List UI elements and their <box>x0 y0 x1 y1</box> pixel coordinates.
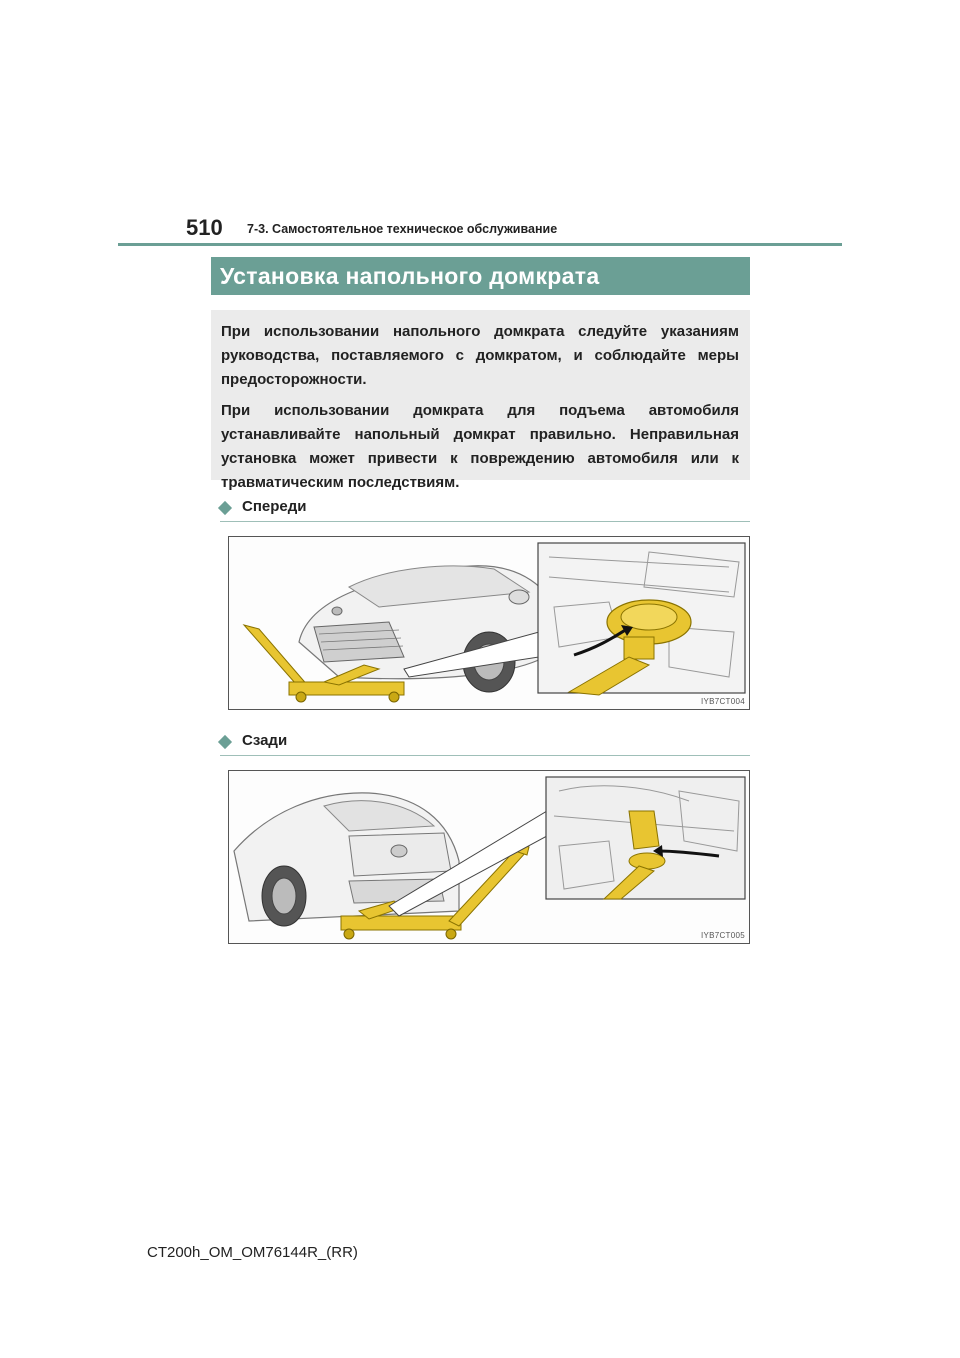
note-paragraph: При использовании домкрата для подъема автомобиля устанавливайте напольный домкрат правильно. Неправильная установка может привести к повреждению автомобиля или к травматическим последствиям. <box>221 402 739 491</box>
note-paragraph: При использовании напольного домкрата следуйте указаниям руководства, поставляемого с домкратом, и соблюдайте меры предосторожности. <box>221 323 739 388</box>
figure-code: IYB7CT004 <box>700 697 745 706</box>
section-title: Установка напольного домкрата <box>211 257 750 295</box>
subheading-rule <box>220 521 750 522</box>
note-box <box>211 310 750 491</box>
rear-car-jack-drawing <box>229 771 750 944</box>
rear-subheading <box>220 734 750 760</box>
page-number: 510 <box>186 215 223 240</box>
rear-heading-label: Сзади <box>242 732 288 749</box>
header-rule <box>118 243 842 246</box>
diamond-bullet-icon <box>218 735 232 749</box>
figure-code: IYB7CT005 <box>700 931 745 940</box>
diamond-bullet-icon <box>218 501 232 515</box>
front-heading-label: Спереди <box>242 498 307 515</box>
document-code: CT200h_OM_OM76144R_(RR) <box>147 1244 358 1261</box>
subheading-rule <box>220 755 750 756</box>
front-car-jack-drawing <box>229 537 750 710</box>
front-subheading <box>220 500 750 526</box>
rear-jack-illustration <box>228 770 750 944</box>
front-jack-illustration <box>228 536 750 710</box>
chapter-title: 7-3. Самостоятельное техническое обслуживание <box>247 222 558 236</box>
